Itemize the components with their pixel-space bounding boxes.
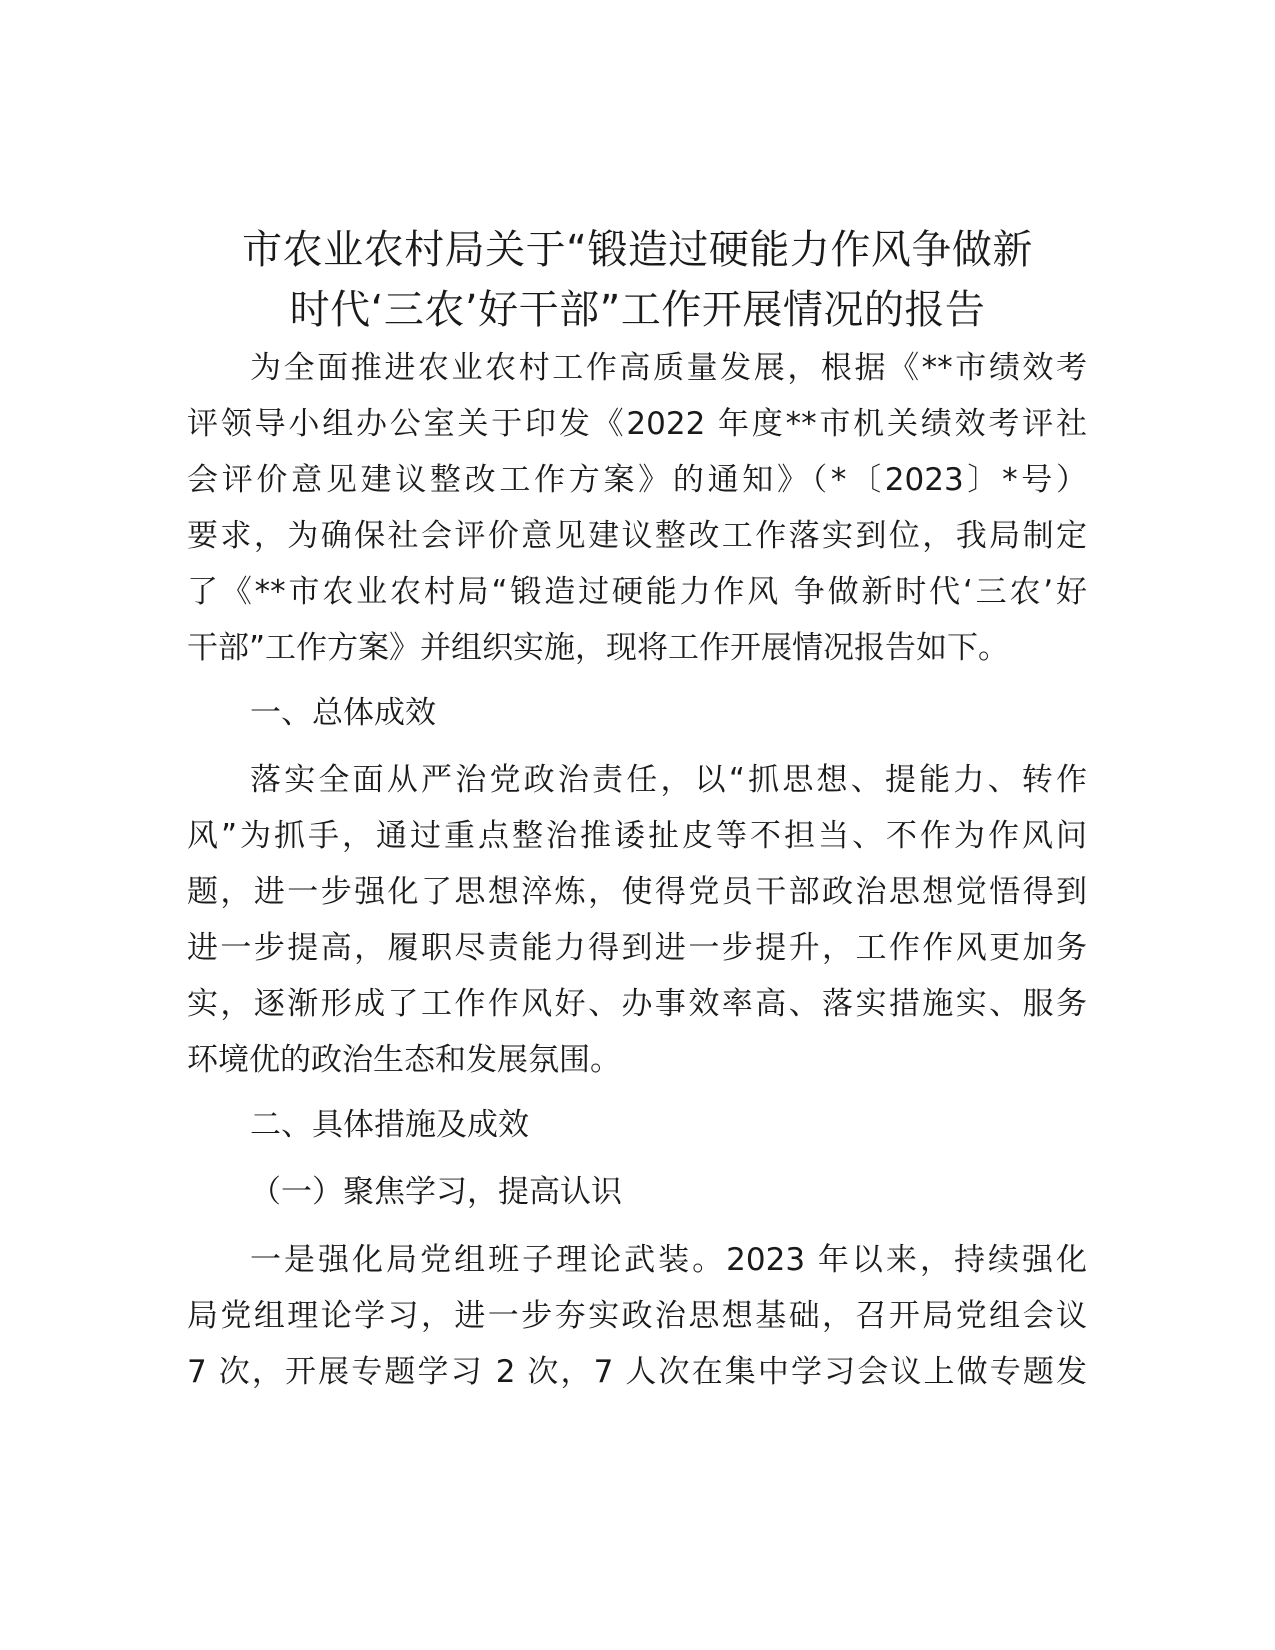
section-heading: 二、具体措施及成效	[250, 1107, 529, 1143]
paragraph-line: 环境优的政治生态和发展氛围。	[187, 1042, 621, 1078]
subsection-heading: （一）聚焦学习，提高认识	[250, 1174, 622, 1210]
paragraph-line: 一是强化局党组班子理论武装。2023 年以来，持续强化	[250, 1242, 1087, 1278]
paragraph-line: 评领导小组办公室关于印发《2022 年度**市机关绩效考评社	[187, 406, 1087, 442]
paragraph-line: 实，逐渐形成了工作作风好、办事效率高、落实措施实、服务	[187, 986, 1087, 1022]
paragraph-line: 进一步提高，履职尽责能力得到进一步提升，工作作风更加务	[187, 930, 1087, 966]
title-line-1: 市农业农村局关于“锻造过硬能力作风争做新	[242, 227, 1033, 273]
paragraph-line: 落实全面从严治党政治责任，以“抓思想、提能力、转作	[250, 762, 1087, 798]
paragraph-line: 要求，为确保社会评价意见建议整改工作落实到位，我局制定	[187, 518, 1087, 554]
paragraph-line: 会评价意见建议整改工作方案》的通知》（*〔2023〕*号）	[187, 462, 1087, 498]
document-title	[150, 220, 1125, 340]
paragraph-line: 了《**市农业农村局“锻造过硬能力作风 争做新时代‘三农’好	[187, 574, 1087, 610]
paragraph-line: 风”为抓手，通过重点整治推诿扯皮等不担当、不作为作风问	[187, 818, 1087, 854]
paragraph-line: 为全面推进农业农村工作高质量发展，根据《**市绩效考	[250, 350, 1087, 386]
paragraph-line: 题，进一步强化了思想淬炼，使得党员干部政治思想觉悟得到	[187, 874, 1087, 910]
section-heading: 一、总体成效	[250, 695, 436, 731]
paragraph-line: 7 次，开展专题学习 2 次，7 人次在集中学习会议上做专题发	[187, 1354, 1087, 1390]
paragraph-line: 干部”工作方案》并组织实施，现将工作开展情况报告如下。	[187, 630, 1010, 666]
paragraph-line: 局党组理论学习，进一步夯实政治思想基础，召开局党组会议	[187, 1298, 1087, 1334]
title-line-2: 时代‘三农’好干部”工作开展情况的报告	[289, 287, 986, 333]
